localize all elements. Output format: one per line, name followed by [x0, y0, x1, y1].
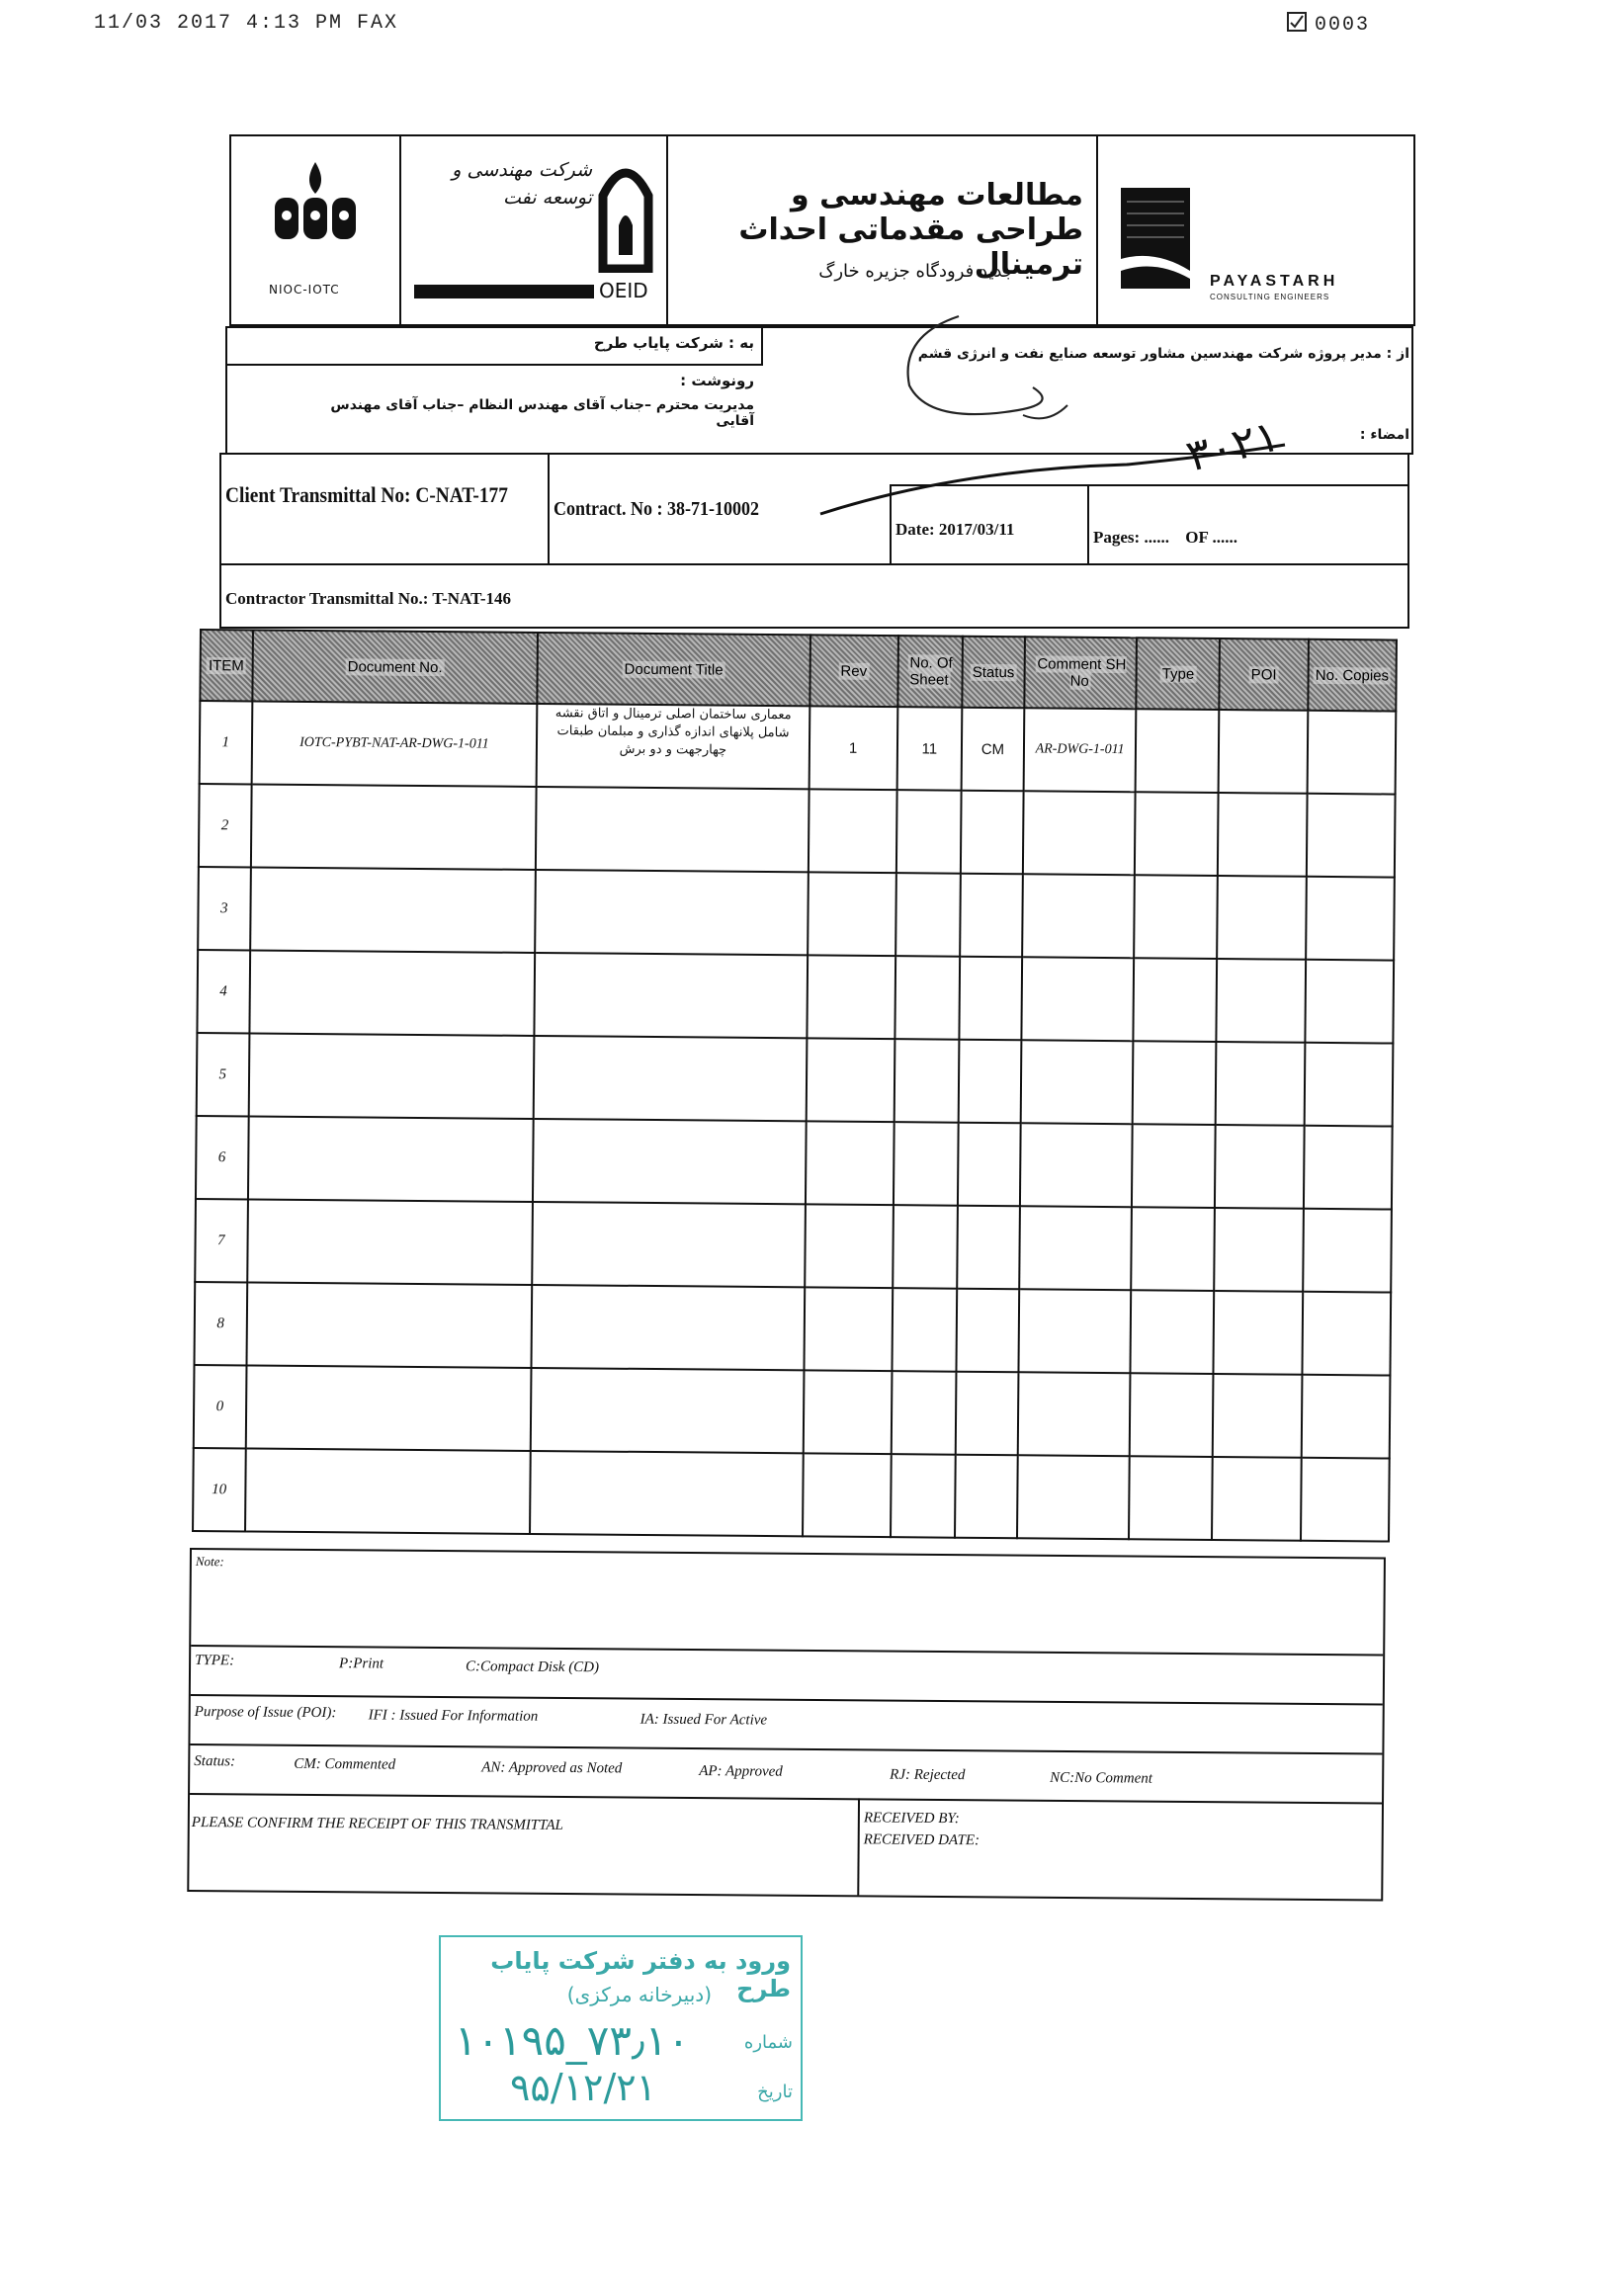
cell-type	[1129, 1456, 1213, 1540]
cell-rev	[806, 1038, 895, 1122]
cell-no-copies	[1305, 960, 1394, 1044]
cell-rev	[807, 955, 895, 1039]
to-recipient: به : شرکت پایاب طرح	[593, 334, 754, 352]
poi-ia: IA: Issued For Active	[639, 1711, 768, 1729]
cc-label: رونوشت :	[680, 372, 754, 389]
cell-no-of-sheet	[891, 1454, 956, 1538]
cell-poi	[1217, 959, 1306, 1043]
cell-comment-sh-no: AR-DWG-1-011	[1024, 708, 1137, 792]
stamp-date-value: ۹۵/۱۲/۲۱	[510, 2066, 657, 2109]
transmittal-date	[895, 520, 1014, 540]
cell-item: 2	[199, 784, 251, 867]
column-header-type: Type	[1137, 638, 1221, 710]
table-row	[193, 1448, 1390, 1542]
cell-type	[1135, 792, 1219, 876]
cell-no-of-sheet	[892, 1288, 957, 1372]
contract-number	[554, 498, 759, 521]
table-row	[198, 867, 1395, 961]
cell-type	[1132, 1124, 1216, 1208]
cell-comment-sh-no	[1018, 1289, 1131, 1373]
table-row	[197, 1033, 1394, 1127]
table-row	[199, 784, 1396, 878]
table-row	[197, 950, 1394, 1044]
cell-no-of-sheet	[892, 1371, 957, 1455]
cell-document-title: معماری ساختمان اصلی ترمینال و اتاق نقشه شامل پلانهای اندازه گذاری و مبلمان طبقات چهارجهت و دو برش	[537, 704, 810, 789]
oeid-logo-bar	[414, 285, 594, 298]
cell-no-copies	[1307, 794, 1396, 878]
stamp-subtitle: (دبیرخانه مرکزی)	[566, 1983, 712, 2006]
cell-rev	[805, 1204, 894, 1288]
type-label: TYPE:	[195, 1653, 235, 1669]
cell-rev	[803, 1370, 892, 1454]
pages-count	[1093, 528, 1237, 548]
status-an: AN: Approved as Noted	[481, 1759, 623, 1777]
column-header-rev: Rev	[810, 635, 898, 707]
transmittal-info-box	[219, 453, 1409, 629]
column-header-document-title: Document Title	[538, 633, 810, 706]
receipt-stamp	[439, 1935, 803, 2121]
column-header-status: Status	[962, 637, 1025, 709]
cell-document-title	[535, 953, 808, 1038]
oeid-logo-text: شرکت مهندسی و توسعه نفت	[452, 159, 592, 209]
table-row	[194, 1365, 1391, 1459]
cell-document-title	[530, 1451, 803, 1536]
column-header-item: ITEM	[200, 630, 252, 701]
cell-no-copies	[1307, 711, 1396, 795]
cell-status	[960, 874, 1023, 958]
contract-number-value: 38-71-10002	[666, 498, 759, 520]
cell-rev	[803, 1453, 892, 1537]
fax-checkbox-icon	[1287, 12, 1307, 32]
cell-comment-sh-no	[1017, 1455, 1130, 1539]
poi-label: Purpose of Issue (POI):	[194, 1704, 337, 1722]
cell-no-of-sheet	[894, 1039, 959, 1123]
cell-status	[955, 1455, 1018, 1539]
column-header-no-copies: No. Copies	[1308, 639, 1397, 712]
cell-poi	[1219, 710, 1308, 794]
fax-timestamp: 11/03 2017 4:13 PM FAX	[94, 12, 399, 35]
contractor-transmittal-value: T-NAT-146	[432, 589, 512, 608]
cell-no-copies	[1304, 1126, 1393, 1210]
stamp-title: ورود به دفتر شرکت پایاب طرح	[490, 1947, 791, 2002]
confirm-receipt: PLEASE CONFIRM THE RECEIPT OF THIS TRANSMITTAL	[191, 1815, 563, 1833]
column-header-document-no: Document No.	[252, 630, 538, 704]
cell-status: CM	[962, 708, 1025, 792]
stamp-number-label: شماره	[743, 2032, 793, 2053]
payastarh-subtitle: CONSULTING ENGINEERS	[1210, 293, 1330, 301]
cell-no-of-sheet	[896, 790, 962, 874]
from-sender: از : مدیر پروژه شرکت مهندسین مشاور توسعه صنایع نفت و انرژی قشم	[917, 346, 1409, 362]
cell-type	[1133, 1041, 1217, 1125]
cell-poi	[1216, 1042, 1305, 1126]
cell-status	[956, 1289, 1019, 1373]
pages-count-label: Pages: ......	[1093, 528, 1169, 547]
oeid-emblem-icon	[597, 156, 654, 273]
cell-poi	[1218, 876, 1307, 960]
status-rj: RJ: Rejected	[890, 1766, 966, 1784]
cell-document-no	[250, 784, 537, 870]
signature-label: امضاء :	[1359, 427, 1409, 443]
cell-comment-sh-no	[1022, 874, 1135, 958]
cell-poi	[1214, 1291, 1303, 1375]
cell-document-no	[246, 1282, 533, 1368]
cell-status	[959, 957, 1022, 1041]
type-compact-disk: C:Compact Disk (CD)	[466, 1658, 600, 1676]
cell-rev	[808, 872, 896, 956]
poi-ifi: IFI : Issued For Information	[368, 1707, 539, 1725]
column-header-comment-sh-no: Comment SH No	[1024, 637, 1137, 709]
cell-type	[1134, 958, 1218, 1042]
cell-status	[956, 1372, 1019, 1456]
cell-document-no: IOTC-PYBT-NAT-AR-DWG-1-011	[251, 701, 538, 787]
client-transmittal	[225, 482, 508, 508]
cell-status	[958, 1123, 1021, 1207]
legend-box	[187, 1548, 1386, 1901]
cell-document-title	[531, 1368, 804, 1453]
cell-type	[1132, 1207, 1216, 1291]
cell-poi	[1218, 793, 1307, 877]
cell-document-no	[247, 1199, 534, 1285]
cell-item: 3	[198, 867, 250, 950]
table-row	[200, 701, 1397, 795]
stamp-number-value: ۱۰۱۹۵_۷۳٫۱۰	[455, 2016, 690, 2065]
nioc-logo-icon	[261, 154, 370, 263]
fax-page-number: 0003	[1315, 14, 1371, 37]
cell-comment-sh-no	[1021, 957, 1134, 1041]
status-label: Status:	[194, 1753, 236, 1770]
table-row	[195, 1199, 1392, 1293]
cell-comment-sh-no	[1021, 1040, 1134, 1124]
cell-rev	[808, 789, 896, 873]
contract-number-label: Contract. No :	[554, 498, 663, 520]
received-by: RECEIVED BY:	[863, 1810, 960, 1828]
note-label: Note:	[195, 1554, 224, 1570]
oeid-logo-caption: OEID	[599, 279, 648, 302]
cell-document-title	[532, 1285, 805, 1370]
received-date: RECEIVED DATE:	[863, 1831, 980, 1849]
document-table-body	[193, 701, 1396, 1542]
cell-type	[1130, 1373, 1214, 1457]
contractor-transmittal	[225, 589, 511, 609]
cell-document-no	[250, 867, 537, 953]
document-table	[192, 629, 1398, 1543]
cell-status	[959, 1040, 1022, 1124]
cell-status	[957, 1206, 1020, 1290]
cell-document-title	[536, 870, 809, 955]
cell-document-title	[533, 1202, 806, 1287]
nioc-logo-caption: NIOC-IOTC	[269, 283, 340, 297]
cell-document-no	[245, 1365, 532, 1451]
cell-type	[1136, 709, 1220, 793]
cell-no-copies	[1304, 1043, 1393, 1127]
cell-document-no	[245, 1448, 532, 1534]
cell-comment-sh-no	[1019, 1206, 1132, 1290]
cell-no-of-sheet	[895, 873, 961, 957]
cell-rev	[804, 1287, 893, 1371]
cell-rev: 1	[809, 706, 897, 790]
project-subtitle: جدید فرودگاه جزیره خارگ	[818, 261, 1014, 282]
cell-item: 7	[195, 1199, 247, 1282]
cell-no-of-sheet	[894, 1122, 959, 1206]
client-transmittal-label: Client Transmittal No:	[225, 482, 411, 507]
payastarh-name: PAYASTARH	[1210, 273, 1339, 290]
contractor-transmittal-label: Contractor Transmittal No.:	[225, 589, 429, 608]
cell-status	[961, 791, 1024, 875]
cell-no-of-sheet	[895, 956, 960, 1040]
cell-item: 5	[197, 1033, 249, 1116]
table-row	[194, 1282, 1391, 1376]
cell-item: 0	[194, 1365, 246, 1448]
cell-document-title	[533, 1119, 806, 1204]
table-row	[196, 1116, 1393, 1210]
payastarh-logo-icon	[1121, 188, 1190, 289]
client-transmittal-value: C-NAT-177	[415, 482, 508, 507]
handwritten-number: ۳۰۲۱	[1181, 410, 1285, 482]
cell-no-copies	[1306, 877, 1395, 961]
pages-of-label: OF ......	[1185, 528, 1237, 547]
cell-poi	[1212, 1457, 1301, 1541]
cell-item: 10	[193, 1448, 245, 1531]
cell-no-copies	[1301, 1458, 1390, 1542]
fax-page-indicator	[1287, 12, 1370, 37]
cell-document-no	[247, 1116, 534, 1202]
cell-no-of-sheet: 11	[896, 707, 962, 791]
transmittal-date-label: Date:	[895, 520, 935, 539]
table-header-row	[200, 630, 1397, 712]
column-header-no-of-sheet: No. Of Sheet	[897, 636, 963, 708]
transmittal-date-value: 2017/03/11	[938, 520, 1015, 539]
cc-recipients: مدیریت محترم –جناب آقای مهندس النظام –جناب آقای مهندس آقایی	[330, 397, 754, 429]
status-nc: NC:No Comment	[1050, 1769, 1153, 1787]
cell-comment-sh-no	[1020, 1123, 1133, 1207]
cell-poi	[1215, 1208, 1304, 1292]
cell-no-of-sheet	[893, 1205, 958, 1289]
cell-rev	[805, 1121, 894, 1205]
stamp-date-label: تاریخ	[757, 2082, 793, 2102]
cell-item: 4	[197, 950, 249, 1033]
cell-item: 8	[194, 1282, 246, 1365]
cell-no-copies	[1302, 1292, 1391, 1376]
type-print: P:Print	[339, 1656, 384, 1672]
cell-comment-sh-no	[1018, 1372, 1131, 1456]
status-cm: CM: Commented	[294, 1755, 396, 1773]
cell-no-copies	[1303, 1209, 1392, 1293]
cell-document-no	[249, 950, 536, 1036]
cell-type	[1131, 1290, 1215, 1374]
cell-no-copies	[1301, 1375, 1390, 1459]
cell-document-title	[534, 1036, 807, 1121]
column-header-poi: POI	[1220, 638, 1309, 711]
cell-document-title	[536, 787, 809, 872]
cell-poi	[1215, 1125, 1304, 1209]
cell-comment-sh-no	[1023, 791, 1136, 875]
cell-document-no	[248, 1033, 535, 1119]
cell-type	[1135, 875, 1219, 959]
status-ap: AP: Approved	[699, 1763, 783, 1780]
cell-item: 6	[196, 1116, 248, 1199]
project-title: مطالعات مهندسی و طراحی مقدماتی احداث ترمینال	[738, 178, 1083, 282]
cell-item: 1	[200, 701, 252, 784]
cell-poi	[1213, 1374, 1302, 1458]
